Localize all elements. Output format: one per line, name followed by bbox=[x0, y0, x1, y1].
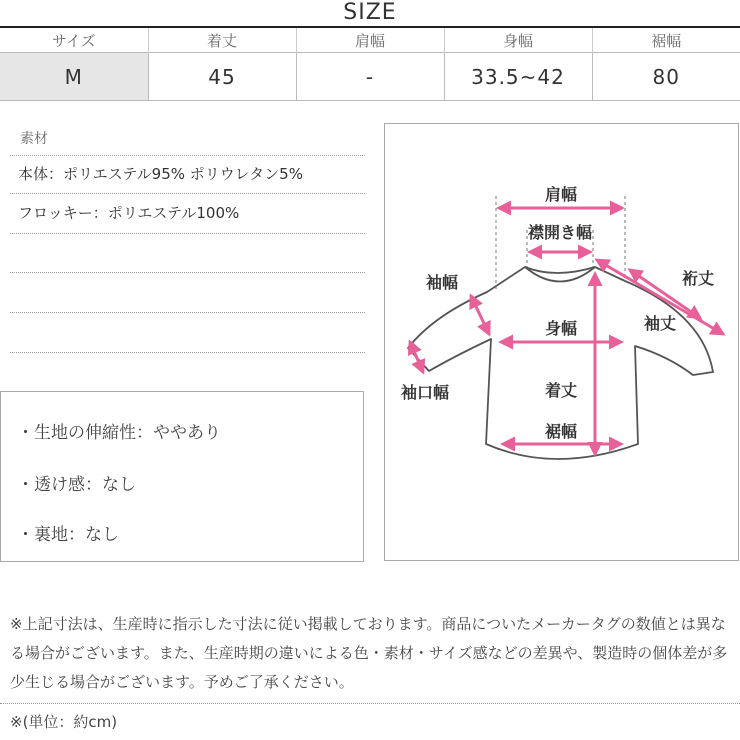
cuff-arrow bbox=[410, 342, 423, 372]
header-length: 着丈 bbox=[148, 28, 296, 53]
measurement-diagram bbox=[384, 123, 739, 561]
garment-diagram-svg bbox=[385, 124, 740, 562]
size-table-header bbox=[0, 28, 740, 53]
sleeve-width-arrow bbox=[471, 296, 489, 334]
disclaimer-note: ※上記寸法は、生産時に指示した寸法に従い掲載しております。商品についたメーカータグの数値とは異なる場合がございます。また、生産時期の違いによる色・素材・サイズ感などの差異や、製造時の個体差が多少生じる場合がございます。予めご了承ください。 bbox=[10, 615, 728, 691]
label-shoulder: 肩幅 bbox=[544, 185, 578, 204]
divider bbox=[10, 272, 365, 273]
label-length: 着丈 bbox=[544, 381, 578, 400]
divider bbox=[0, 703, 740, 704]
label-body-width: 身幅 bbox=[544, 319, 578, 338]
label-yuki: 裄丈 bbox=[681, 269, 715, 288]
cell-size: M bbox=[0, 53, 148, 101]
header-hem-width: 裾幅 bbox=[592, 28, 740, 53]
cell-length: 45 bbox=[148, 53, 296, 101]
header-shoulder: 肩幅 bbox=[296, 28, 444, 53]
divider bbox=[10, 233, 365, 234]
label-neck: 襟開き幅 bbox=[527, 223, 593, 242]
material-line-body: 本体：ポリエステル95% ポリウレタン5% bbox=[18, 165, 303, 183]
table-row bbox=[0, 53, 740, 101]
label-sleeve-width: 袖幅 bbox=[425, 273, 459, 292]
size-table bbox=[0, 28, 740, 101]
label-cuff: 袖口幅 bbox=[400, 383, 450, 402]
attr-stretch: ・生地の伸縮性：ややあり bbox=[17, 423, 221, 443]
divider bbox=[10, 155, 365, 156]
header-body-width: 身幅 bbox=[444, 28, 592, 53]
material-heading: 素材 bbox=[20, 131, 48, 147]
attr-lining: ・裏地：なし bbox=[17, 525, 119, 545]
fabric-attributes-box bbox=[0, 391, 364, 562]
cell-shoulder: - bbox=[296, 53, 444, 101]
attr-sheerness: ・透け感：なし bbox=[17, 475, 136, 495]
divider bbox=[10, 193, 365, 194]
unit-note: ※(単位：約cm) bbox=[10, 713, 118, 731]
cell-hem-width: 80 bbox=[592, 53, 740, 101]
divider bbox=[10, 312, 365, 313]
label-hem: 裾幅 bbox=[544, 422, 578, 441]
material-line-flocky: フロッキー：ポリエステル100% bbox=[18, 204, 240, 222]
page-title: SIZE bbox=[343, 0, 397, 25]
divider bbox=[10, 352, 365, 353]
label-sleeve-length: 袖丈 bbox=[643, 314, 677, 333]
cell-body-width: 33.5~42 bbox=[444, 53, 592, 101]
header-size: サイズ bbox=[51, 31, 96, 50]
